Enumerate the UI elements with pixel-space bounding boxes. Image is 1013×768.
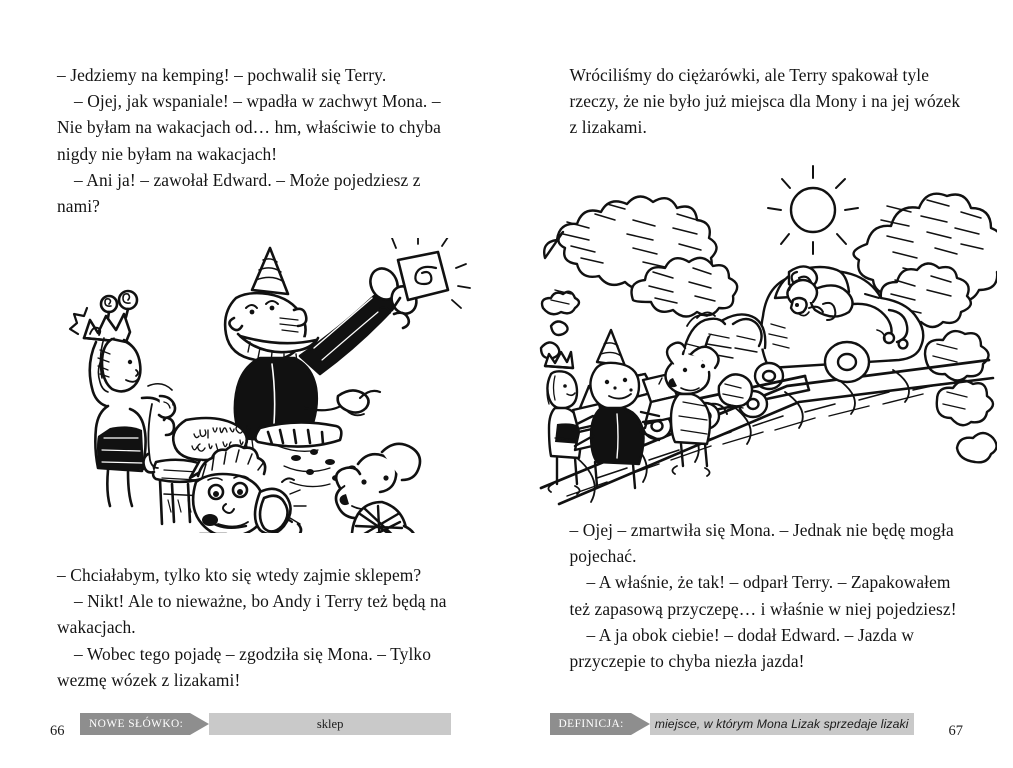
footer-label-definicja: DEFINICJA: xyxy=(550,713,631,735)
footer-banner-right xyxy=(550,713,914,735)
right-page-text-top xyxy=(570,62,970,141)
paragraph: – Ojej, jak wspaniale! – wpadła w zachwyt Mona. – Nie byłam na wakacjach od… hm, właściwie to chyba nigdy nie byłam na wakacjach! xyxy=(57,91,446,164)
footer-value-nowe-slowko: sklep xyxy=(209,713,451,735)
paragraph: – Ani ja! – zawołał Edward. – Może pojedziesz z nami? xyxy=(57,169,426,217)
page-number-left: 66 xyxy=(50,723,65,739)
footer-label-nowe-slowko: NOWE SŁÓWKO: xyxy=(80,713,190,735)
paragraph: – A właśnie, że tak! – odparł Terry. – Zapakowałem też zapasową przyczepę… i właśnie w niej pojedziesz! xyxy=(569,572,957,619)
paragraph: – A ja obok ciebie! – dodał Edward. – Jazda w przyczepie to chyba niezła jazda! xyxy=(569,624,919,672)
paragraph: – Chciałabym, tylko kto się wtedy zajmie sklepem? xyxy=(57,565,422,585)
paragraph: – Ojej – zmartwiła się Mona. – Jednak nie będę mogła pojechać. xyxy=(569,520,959,567)
left-page-text-bottom xyxy=(57,562,455,693)
page-number-right: 67 xyxy=(948,723,963,739)
paragraph: – Wobec tego pojadę – zgodziła się Mona. – Tylko wezmę wózek z lizakami! xyxy=(57,643,436,690)
paragraph: Wróciliśmy do ciężarówki, ale Terry spakował tyle rzeczy, że nie było już miejsca dla Mony i na jej wózek z lizakami. xyxy=(569,65,965,138)
footer-arrow-icon xyxy=(631,713,650,735)
footer-value-definicja: miejsce, w którym Mona Lizak sprzedaje lizaki xyxy=(650,713,914,735)
right-page-illustration xyxy=(537,148,997,508)
paragraph: – Nikt! Ale to nieważne, bo Andy i Terry też będą na wakacjach. xyxy=(57,591,452,638)
right-page-text-bottom xyxy=(570,517,975,674)
left-page-text-top xyxy=(57,62,455,219)
paragraph: – Jedziemy na kemping! – pochwalił się Terry. xyxy=(57,65,387,85)
left-page-illustration xyxy=(64,238,484,533)
footer-arrow-icon xyxy=(190,713,209,735)
footer-banner-left xyxy=(80,713,451,735)
right-page xyxy=(507,0,1013,768)
